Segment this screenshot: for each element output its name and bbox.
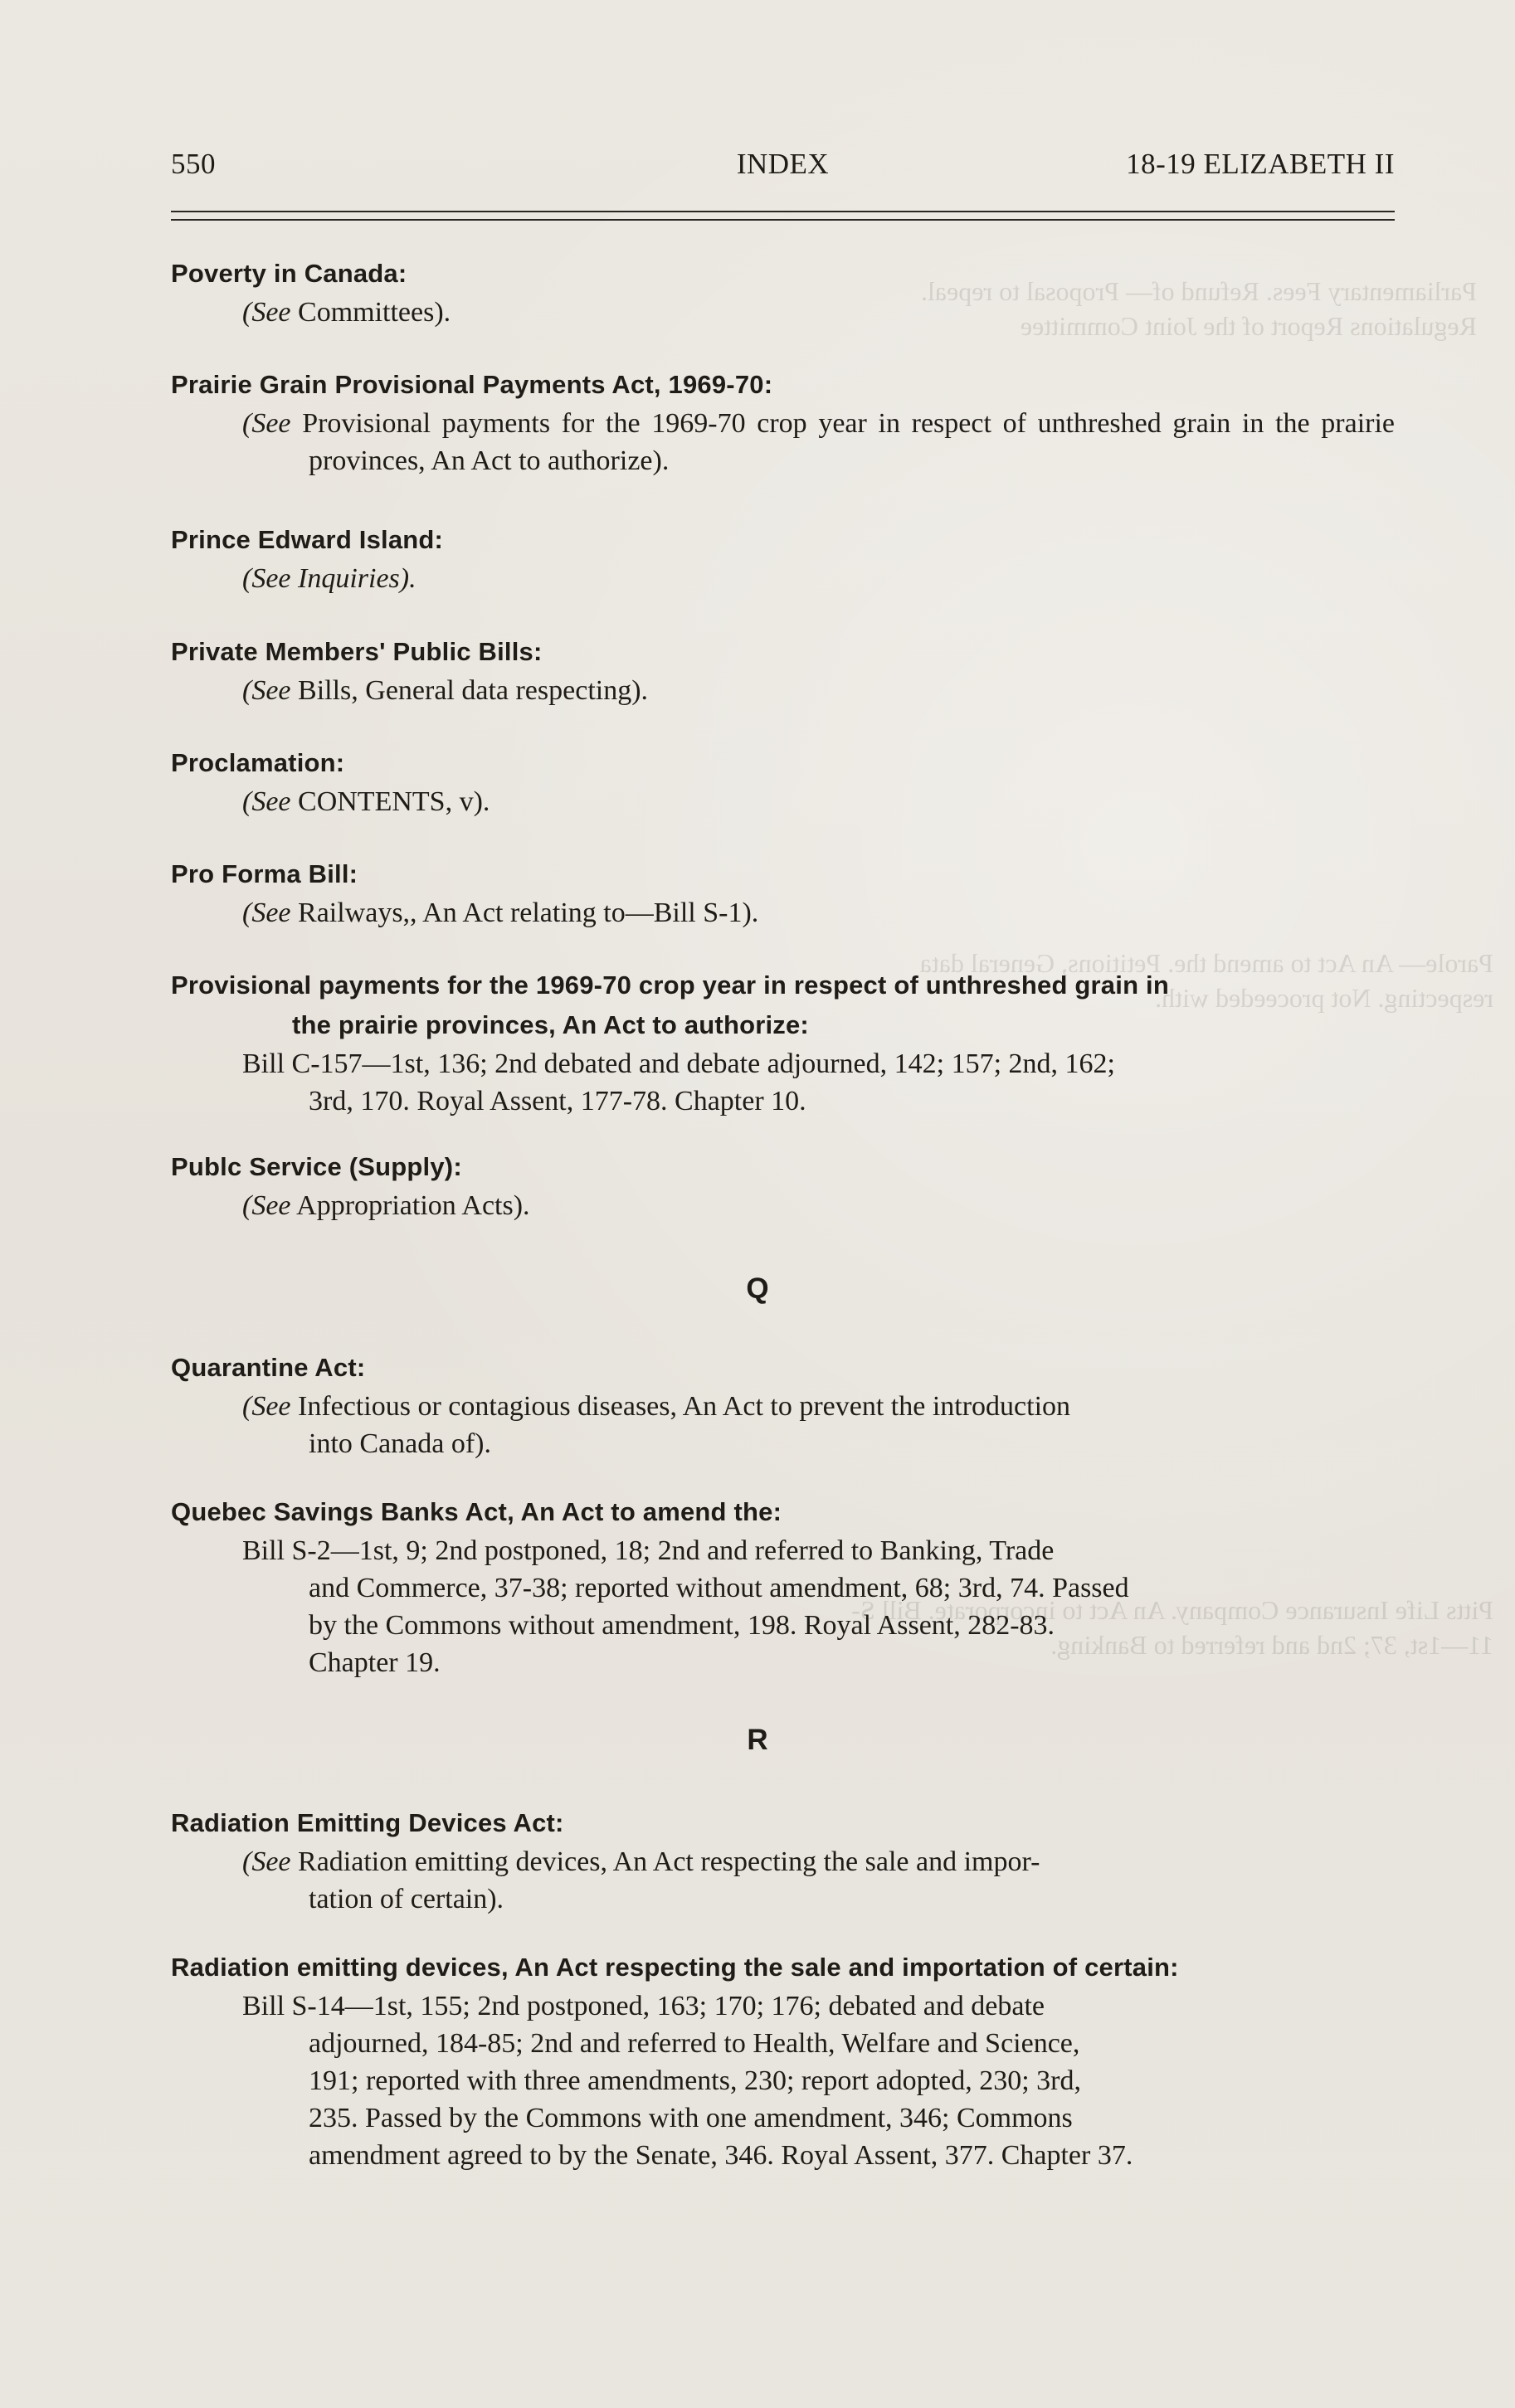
- see-reference: [171, 894, 1395, 932]
- see-target: Committees).: [290, 297, 451, 328]
- see-reference: [171, 560, 1395, 597]
- entry-heading: Radiation Emitting Devices Act:: [171, 1808, 564, 1837]
- see-target: CONTENTS, v).: [290, 786, 490, 817]
- section-letter-r: R: [747, 1724, 768, 1756]
- see-reference: [171, 1843, 1395, 1918]
- index-entry: [171, 520, 1395, 597]
- entry-heading-line: Provisional payments for the 1969-70 crop year in respect of unthreshed grain in: [171, 970, 1169, 1000]
- entry-heading: Prairie Grain Provisional Payments Act, 1969-70:: [171, 370, 773, 399]
- see-target: Provisional payments for the 1969-70 crop year in respect of unthreshed grain in the prairie provinces, An Act to authorize).: [290, 408, 1395, 476]
- entry-heading: Pro Forma Bill:: [171, 859, 358, 888]
- see-label: (See: [242, 1391, 291, 1422]
- entry-heading: Private Members' Public Bills:: [171, 637, 543, 666]
- see-reference: [171, 405, 1395, 479]
- entry-heading: Prince Edward Island:: [171, 525, 444, 554]
- bill-history: [171, 1532, 1395, 1681]
- bill-history-line: Bill C-157—1st, 136; 2nd debated and debate adjourned, 142; 157; 2nd, 162;: [242, 1048, 1115, 1079]
- see-label: (See: [242, 1846, 291, 1877]
- index-entry: [171, 365, 1395, 479]
- header-rule: [171, 211, 1395, 212]
- section-letter-q: Q: [746, 1272, 769, 1305]
- bill-history: [171, 1045, 1395, 1120]
- bill-history-line: 3rd, 170. Royal Assent, 177-78. Chapter 10.: [309, 1086, 806, 1116]
- index-entry: [171, 1492, 1395, 1681]
- entry-heading: Publc Service (Supply):: [171, 1152, 462, 1181]
- page-number: 550: [171, 148, 216, 180]
- see-label: (See: [242, 898, 291, 928]
- index-entry: [171, 254, 1395, 331]
- see-label: (See: [242, 408, 291, 439]
- running-title-right: 18-19 ELIZABETH II: [1126, 148, 1395, 180]
- running-title: INDEX: [736, 148, 830, 180]
- index-entry: [171, 632, 1395, 709]
- see-target: Inquiries).: [290, 563, 417, 594]
- entry-heading-line: the prairie provinces, An Act to authorize:: [292, 1010, 809, 1039]
- bill-history-line: 235. Passed by the Commons with one amendment, 346; Commons: [309, 2103, 1073, 2133]
- bleed-through-text: Parliamentary Fees. Refund of— Proposal to repeal. Regulations Report of the Joint Committee: [920, 276, 1477, 341]
- see-target: Radiation emitting devices, An Act respecting the sale and impor-: [290, 1846, 1040, 1877]
- entry-heading: [171, 966, 1395, 1045]
- see-target: Railways,, An Act relating to—Bill S-1).: [290, 898, 759, 928]
- see-reference: [171, 1187, 1395, 1224]
- index-entry: [171, 1948, 1395, 2174]
- index-entry: [171, 1348, 1395, 1462]
- bill-history-line: Bill S-14—1st, 155; 2nd postponed, 163; 170; 176; debated and debate: [242, 1991, 1045, 2021]
- see-reference: [171, 1388, 1395, 1462]
- entry-heading: Quebec Savings Banks Act, An Act to amend the:: [171, 1497, 782, 1526]
- see-target: Appropriation Acts).: [290, 1190, 530, 1221]
- index-entry: [171, 854, 1395, 932]
- bill-history-line: adjourned, 184-85; 2nd and referred to Health, Welfare and Science,: [309, 2028, 1080, 2059]
- see-reference: [171, 294, 1395, 331]
- index-entry: [171, 743, 1395, 820]
- bleed-through-text: Parole— An Act to amend the. Petitions, General data respecting. Not proceeded with.: [919, 948, 1493, 1013]
- see-label: (See: [242, 563, 291, 594]
- index-entry: [171, 1803, 1395, 1918]
- entry-heading: Quarantine Act:: [171, 1353, 366, 1382]
- see-target: Infectious or contagious diseases, An Act to prevent the introduction: [290, 1391, 1071, 1422]
- see-label: (See: [242, 675, 291, 706]
- see-reference: [171, 672, 1395, 709]
- bill-history-line: Chapter 19.: [309, 1647, 441, 1678]
- bill-history-line: Bill S-2—1st, 9; 2nd postponed, 18; 2nd and referred to Banking, Trade: [242, 1535, 1055, 1566]
- bill-history-line: by the Commons without amendment, 198. Royal Assent, 282-83.: [309, 1610, 1055, 1641]
- bill-history-line: and Commerce, 37-38; reported without amendment, 68; 3rd, 74. Passed: [309, 1573, 1129, 1603]
- see-label: (See: [242, 1190, 291, 1221]
- entry-heading: Radiation emitting devices, An Act respecting the sale and importation of certain:: [171, 1953, 1179, 1982]
- bleed-through-text: Pitts Life Insurance Company. An Act to incorporate. Bill S-11—1st, 37; 2nd and referred to Banking.: [851, 1595, 1493, 1660]
- header-rule: [171, 219, 1395, 221]
- see-target: Bills, General data respecting).: [290, 675, 649, 706]
- see-target-line: into Canada of).: [309, 1428, 491, 1459]
- see-reference: [171, 783, 1395, 820]
- bill-history-line: 191; reported with three amendments, 230; report adopted, 230; 3rd,: [309, 2065, 1081, 2096]
- bill-history-line: amendment agreed to by the Senate, 346. Royal Assent, 377. Chapter 37.: [309, 2140, 1133, 2171]
- see-label: (See: [242, 786, 291, 817]
- see-target-line: tation of certain).: [309, 1884, 504, 1914]
- entry-heading: Proclamation:: [171, 748, 345, 777]
- index-entry: [171, 966, 1395, 1120]
- page-header: [171, 148, 1395, 197]
- bill-history: [171, 1987, 1395, 2174]
- entry-heading: Poverty in Canada:: [171, 259, 407, 288]
- index-entry: [171, 1147, 1395, 1224]
- see-label: (See: [242, 297, 291, 328]
